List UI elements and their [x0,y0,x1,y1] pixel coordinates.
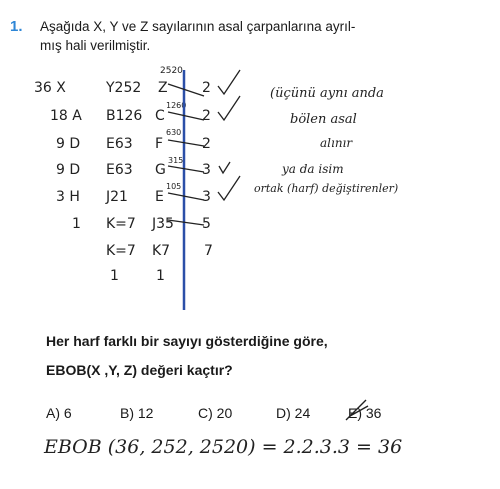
col1-row6: 1 [72,216,81,232]
note2-line1: ya da isim [282,162,344,176]
col3-row5-sub: 105 [166,182,182,191]
col4-row2: 2 [202,108,211,124]
col3-row8: 1 [156,268,165,284]
check-2 [218,96,240,120]
col1-row2: 18 A [50,108,82,124]
col4-row4: 3 [202,162,211,178]
check-4 [218,176,240,200]
col3-row5: E [155,189,164,205]
col1-row4: 9 D [56,162,81,178]
col4-row5: 3 [202,189,211,205]
col3-row3-sub: 630 [166,128,182,137]
col2-row5: J21 [106,189,128,205]
col4-row7: 7 [204,243,213,259]
col2-row4: E63 [106,162,133,178]
choice-d[interactable]: D) 24 [276,405,311,421]
col3-row4-sub: 315 [168,156,184,165]
question-stem-line1: Aşağıda X, Y ve Z sayılarının asal çarpanlarına ayrıl- [40,19,356,34]
col3-row2-sub: 1260 [166,101,187,110]
prompt-line2: EBOB(X ,Y, Z) değeri kaçtır? [46,362,233,378]
col3-row1: Z [158,80,168,96]
arrow-5 [168,193,204,200]
col2-row8: 1 [110,268,119,284]
arrow-1 [168,84,204,96]
arrow-3 [168,140,204,146]
col1-row5: 3 H [56,189,80,205]
answer-line: EBOB (36, 252, 2520) = 2.2.3.3 = 36 [44,436,403,458]
col2-row6: K=7 [106,216,136,232]
note1-line1: (üçünü aynı anda [270,86,384,101]
col3-row4: G [155,162,166,178]
note1-line2: bölen asal [290,112,357,127]
check-3 [219,162,230,173]
col2-row2: B126 [106,108,143,124]
choice-e[interactable]: E) 36 [348,405,382,421]
question-stem-line2: mış hali verilmiştir. [40,38,151,53]
col1-row3: 9 D [56,136,81,152]
col4-row6: 5 [202,216,211,232]
col3-row1-sub: 2520 [160,66,183,76]
col4-row1: 2 [202,80,211,96]
col2-row3: E63 [106,136,133,152]
arrow-4 [168,166,204,172]
note1-line3: alınır [320,136,353,150]
arrow-2 [168,112,204,120]
col3-row7: K7 [152,243,171,259]
col2-row7: K=7 [106,243,136,259]
col2-row1: Y252 [106,80,142,96]
col3-row6: J35 [152,216,174,232]
arrow-6 [168,220,204,225]
col3-row2: C [155,108,165,124]
question-number: 1. [10,18,23,35]
prompt-line1: Her harf farklı bir sayıyı gösterdiğine göre, [46,333,328,349]
choice-a[interactable]: A) 6 [46,405,72,421]
selected-answer-mark [342,396,372,426]
col3-row3: F [155,136,164,152]
check-1 [218,70,240,94]
note2-line2: ortak (harf) değiştirenler) [254,182,399,195]
col1-row1: 36 X [34,80,66,96]
choice-b[interactable]: B) 12 [120,405,154,421]
col4-row3: 2 [202,136,211,152]
choice-c[interactable]: C) 20 [198,405,233,421]
